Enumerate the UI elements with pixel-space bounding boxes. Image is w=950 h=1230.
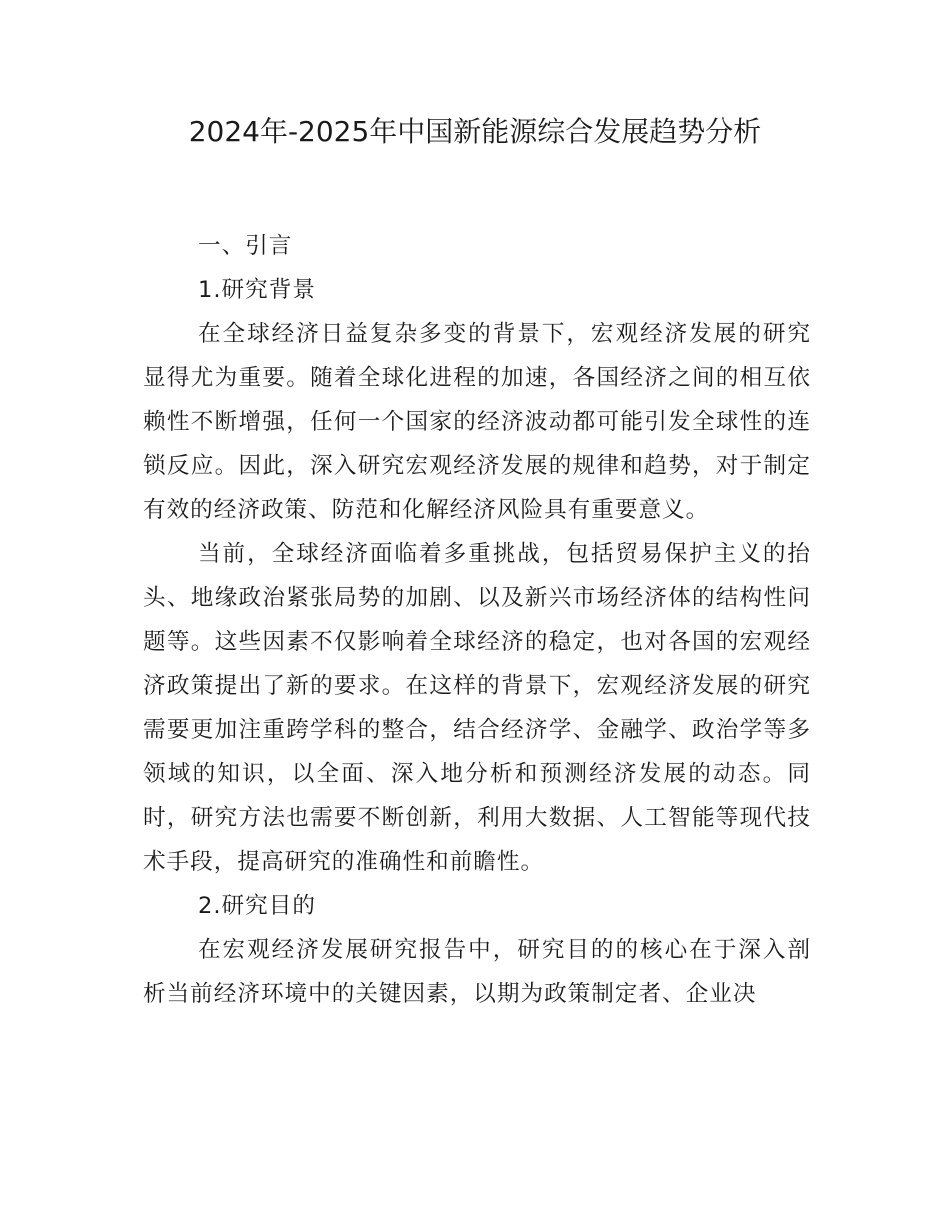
- document-title: 2024年-2025年中国新能源综合发展趋势分析: [188, 115, 762, 148]
- section-heading-introduction: 一、引言: [198, 233, 293, 259]
- paragraph-background-2: 当前，全球经济面临着多重挑战，包括贸易保护主义的抬头、地缘政治紧张局势的加剧、以及新兴市场经济体的结构性问题等。这些因素不仅影响着全球经济的稳定，也对各国的宏观经济政策提出了新的要求。在这样的背景下，宏观经济发展的研究需要更加注重跨学科的整合，结合经济学、金融学、政治学等多领域的知识，以全面、深入地分析和预测经济发展的动态。同时，研究方法也需要不断创新，利用大数据、人工智能等现代技术手段，提高研究的准确性和前瞻性。: [143, 541, 811, 875]
- paragraph-purpose-1: 在宏观经济发展研究报告中，研究目的的核心在于深入剖析当前经济环境中的关键因素，以期为政策制定者、企业决: [143, 937, 811, 1007]
- subsection-heading-research-purpose: 2.研究目的: [198, 893, 316, 919]
- paragraph-background-1: 在全球经济日益复杂多变的背景下，宏观经济发展的研究显得尤为重要。随着全球化进程的加速，各国经济之间的相互依赖性不断增强，任何一个国家的经济波动都可能引发全球性的连锁反应。因此，深入研究宏观经济发展的规律和趋势，对于制定有效的经济政策、防范和化解经济风险具有重要意义。: [143, 321, 811, 523]
- document-body: [143, 224, 811, 1016]
- subsection-heading-research-background: 1.研究背景: [198, 277, 316, 303]
